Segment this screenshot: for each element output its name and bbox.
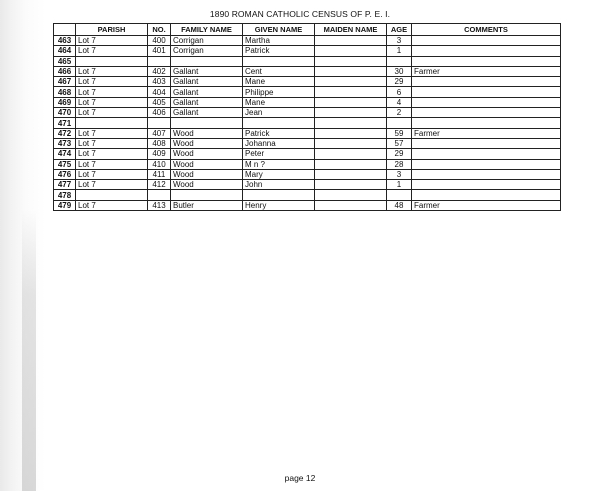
cell-age: 3 — [387, 169, 412, 179]
census-table-body — [54, 36, 561, 211]
cell-maiden-name — [315, 190, 387, 200]
cell-no — [148, 118, 171, 128]
cell-family-name: Wood — [171, 180, 243, 190]
cell-family-name: Corrigan — [171, 36, 243, 46]
cell-maiden-name — [315, 149, 387, 159]
cell-given-name — [243, 190, 315, 200]
cell-age: 28 — [387, 159, 412, 169]
cell-no: 412 — [148, 180, 171, 190]
cell-maiden-name — [315, 108, 387, 118]
cell-comments — [412, 180, 561, 190]
header-parish: PARISH — [76, 24, 148, 36]
page-number: page 12 — [284, 473, 316, 483]
cell-row-number: 469 — [54, 97, 76, 107]
cell-comments — [412, 159, 561, 169]
cell-given-name: John — [243, 180, 315, 190]
table-row — [54, 36, 561, 46]
cell-family-name: Wood — [171, 128, 243, 138]
cell-parish: Lot 7 — [76, 138, 148, 148]
cell-comments — [412, 87, 561, 97]
cell-age — [387, 56, 412, 66]
cell-no: 406 — [148, 108, 171, 118]
cell-parish — [76, 190, 148, 200]
cell-family-name: Wood — [171, 169, 243, 179]
cell-given-name: Martha — [243, 36, 315, 46]
cell-maiden-name — [315, 180, 387, 190]
cell-age: 57 — [387, 138, 412, 148]
header-given-name: GIVEN NAME — [243, 24, 315, 36]
table-row — [54, 200, 561, 210]
cell-comments: Farmer — [412, 66, 561, 76]
table-row — [54, 128, 561, 138]
cell-parish: Lot 7 — [76, 66, 148, 76]
cell-family-name: Butler — [171, 200, 243, 210]
header-family-name: FAMILY NAME — [171, 24, 243, 36]
cell-comments — [412, 97, 561, 107]
cell-family-name: Gallant — [171, 77, 243, 87]
table-row — [54, 118, 561, 128]
table-row — [54, 66, 561, 76]
cell-age — [387, 190, 412, 200]
census-table — [53, 23, 561, 211]
cell-maiden-name — [315, 138, 387, 148]
cell-row-number: 464 — [54, 46, 76, 56]
cell-family-name: Wood — [171, 138, 243, 148]
cell-row-number: 478 — [54, 190, 76, 200]
cell-comments: Farmer — [412, 128, 561, 138]
cell-no: 408 — [148, 138, 171, 148]
cell-no: 401 — [148, 46, 171, 56]
cell-parish: Lot 7 — [76, 108, 148, 118]
cell-family-name: Wood — [171, 149, 243, 159]
cell-given-name: Patrick — [243, 46, 315, 56]
table-row — [54, 56, 561, 66]
cell-maiden-name — [315, 56, 387, 66]
cell-parish: Lot 7 — [76, 180, 148, 190]
cell-maiden-name — [315, 46, 387, 56]
cell-comments — [412, 77, 561, 87]
cell-parish: Lot 7 — [76, 169, 148, 179]
cell-row-number: 466 — [54, 66, 76, 76]
cell-maiden-name — [315, 128, 387, 138]
table-row — [54, 190, 561, 200]
table-row — [54, 97, 561, 107]
cell-age: 6 — [387, 87, 412, 97]
cell-maiden-name — [315, 77, 387, 87]
header-maiden-name: MAIDEN NAME — [315, 24, 387, 36]
cell-comments: Farmer — [412, 200, 561, 210]
cell-age: 29 — [387, 77, 412, 87]
cell-age: 48 — [387, 200, 412, 210]
cell-maiden-name — [315, 169, 387, 179]
cell-row-number: 473 — [54, 138, 76, 148]
cell-parish: Lot 7 — [76, 36, 148, 46]
cell-no: 410 — [148, 159, 171, 169]
cell-given-name: Johanna — [243, 138, 315, 148]
cell-no: 403 — [148, 77, 171, 87]
cell-family-name — [171, 190, 243, 200]
table-header-row — [54, 24, 561, 36]
cell-given-name: Mane — [243, 97, 315, 107]
cell-row-number: 479 — [54, 200, 76, 210]
cell-age: 29 — [387, 149, 412, 159]
cell-no: 413 — [148, 200, 171, 210]
cell-row-number: 474 — [54, 149, 76, 159]
cell-no — [148, 190, 171, 200]
cell-maiden-name — [315, 87, 387, 97]
cell-given-name: Peter — [243, 149, 315, 159]
cell-row-number: 475 — [54, 159, 76, 169]
cell-age: 4 — [387, 97, 412, 107]
cell-comments — [412, 46, 561, 56]
cell-row-number: 470 — [54, 108, 76, 118]
header-row-number — [54, 24, 76, 36]
cell-given-name: M n ? — [243, 159, 315, 169]
cell-maiden-name — [315, 118, 387, 128]
cell-comments — [412, 169, 561, 179]
cell-given-name — [243, 56, 315, 66]
table-row — [54, 138, 561, 148]
cell-given-name: Patrick — [243, 128, 315, 138]
cell-parish: Lot 7 — [76, 87, 148, 97]
cell-parish: Lot 7 — [76, 149, 148, 159]
cell-comments — [412, 149, 561, 159]
cell-parish: Lot 7 — [76, 97, 148, 107]
cell-row-number: 477 — [54, 180, 76, 190]
cell-family-name — [171, 118, 243, 128]
cell-row-number: 472 — [54, 128, 76, 138]
table-row — [54, 77, 561, 87]
cell-given-name — [243, 118, 315, 128]
table-row — [54, 87, 561, 97]
cell-given-name: Mary — [243, 169, 315, 179]
cell-family-name: Wood — [171, 159, 243, 169]
cell-given-name: Mane — [243, 77, 315, 87]
cell-parish: Lot 7 — [76, 159, 148, 169]
table-row — [54, 108, 561, 118]
cell-parish — [76, 118, 148, 128]
cell-no: 402 — [148, 66, 171, 76]
cell-row-number: 468 — [54, 87, 76, 97]
cell-row-number: 476 — [54, 169, 76, 179]
scan-shadow-edge — [0, 0, 46, 491]
header-no: NO. — [148, 24, 171, 36]
cell-age: 1 — [387, 180, 412, 190]
cell-family-name: Gallant — [171, 66, 243, 76]
header-comments: COMMENTS — [412, 24, 561, 36]
cell-comments — [412, 138, 561, 148]
cell-no: 411 — [148, 169, 171, 179]
cell-parish: Lot 7 — [76, 200, 148, 210]
cell-no: 409 — [148, 149, 171, 159]
cell-comments — [412, 118, 561, 128]
cell-parish — [76, 56, 148, 66]
cell-given-name: Cent — [243, 66, 315, 76]
table-row — [54, 46, 561, 56]
cell-comments — [412, 108, 561, 118]
cell-maiden-name — [315, 66, 387, 76]
cell-given-name: Henry — [243, 200, 315, 210]
cell-family-name: Corrigan — [171, 46, 243, 56]
cell-maiden-name — [315, 97, 387, 107]
cell-parish: Lot 7 — [76, 128, 148, 138]
cell-age: 2 — [387, 108, 412, 118]
cell-parish: Lot 7 — [76, 46, 148, 56]
header-age: AGE — [387, 24, 412, 36]
cell-row-number: 467 — [54, 77, 76, 87]
cell-age: 30 — [387, 66, 412, 76]
cell-maiden-name — [315, 200, 387, 210]
cell-comments — [412, 190, 561, 200]
cell-comments — [412, 56, 561, 66]
table-row — [54, 149, 561, 159]
table-row — [54, 169, 561, 179]
cell-no: 407 — [148, 128, 171, 138]
cell-row-number: 463 — [54, 36, 76, 46]
cell-no: 400 — [148, 36, 171, 46]
cell-family-name: Gallant — [171, 87, 243, 97]
cell-parish: Lot 7 — [76, 77, 148, 87]
cell-no: 404 — [148, 87, 171, 97]
cell-given-name: Philippe — [243, 87, 315, 97]
cell-family-name: Gallant — [171, 97, 243, 107]
table-row — [54, 180, 561, 190]
cell-age: 3 — [387, 36, 412, 46]
table-row — [54, 159, 561, 169]
cell-row-number: 465 — [54, 56, 76, 66]
cell-no: 405 — [148, 97, 171, 107]
page-title: 1890 ROMAN CATHOLIC CENSUS OF P. E. I. — [209, 9, 391, 19]
cell-maiden-name — [315, 36, 387, 46]
cell-no — [148, 56, 171, 66]
cell-family-name: Gallant — [171, 108, 243, 118]
cell-row-number: 471 — [54, 118, 76, 128]
cell-age — [387, 118, 412, 128]
cell-family-name — [171, 56, 243, 66]
cell-age: 59 — [387, 128, 412, 138]
cell-given-name: Jean — [243, 108, 315, 118]
cell-comments — [412, 36, 561, 46]
cell-maiden-name — [315, 159, 387, 169]
cell-age: 1 — [387, 46, 412, 56]
